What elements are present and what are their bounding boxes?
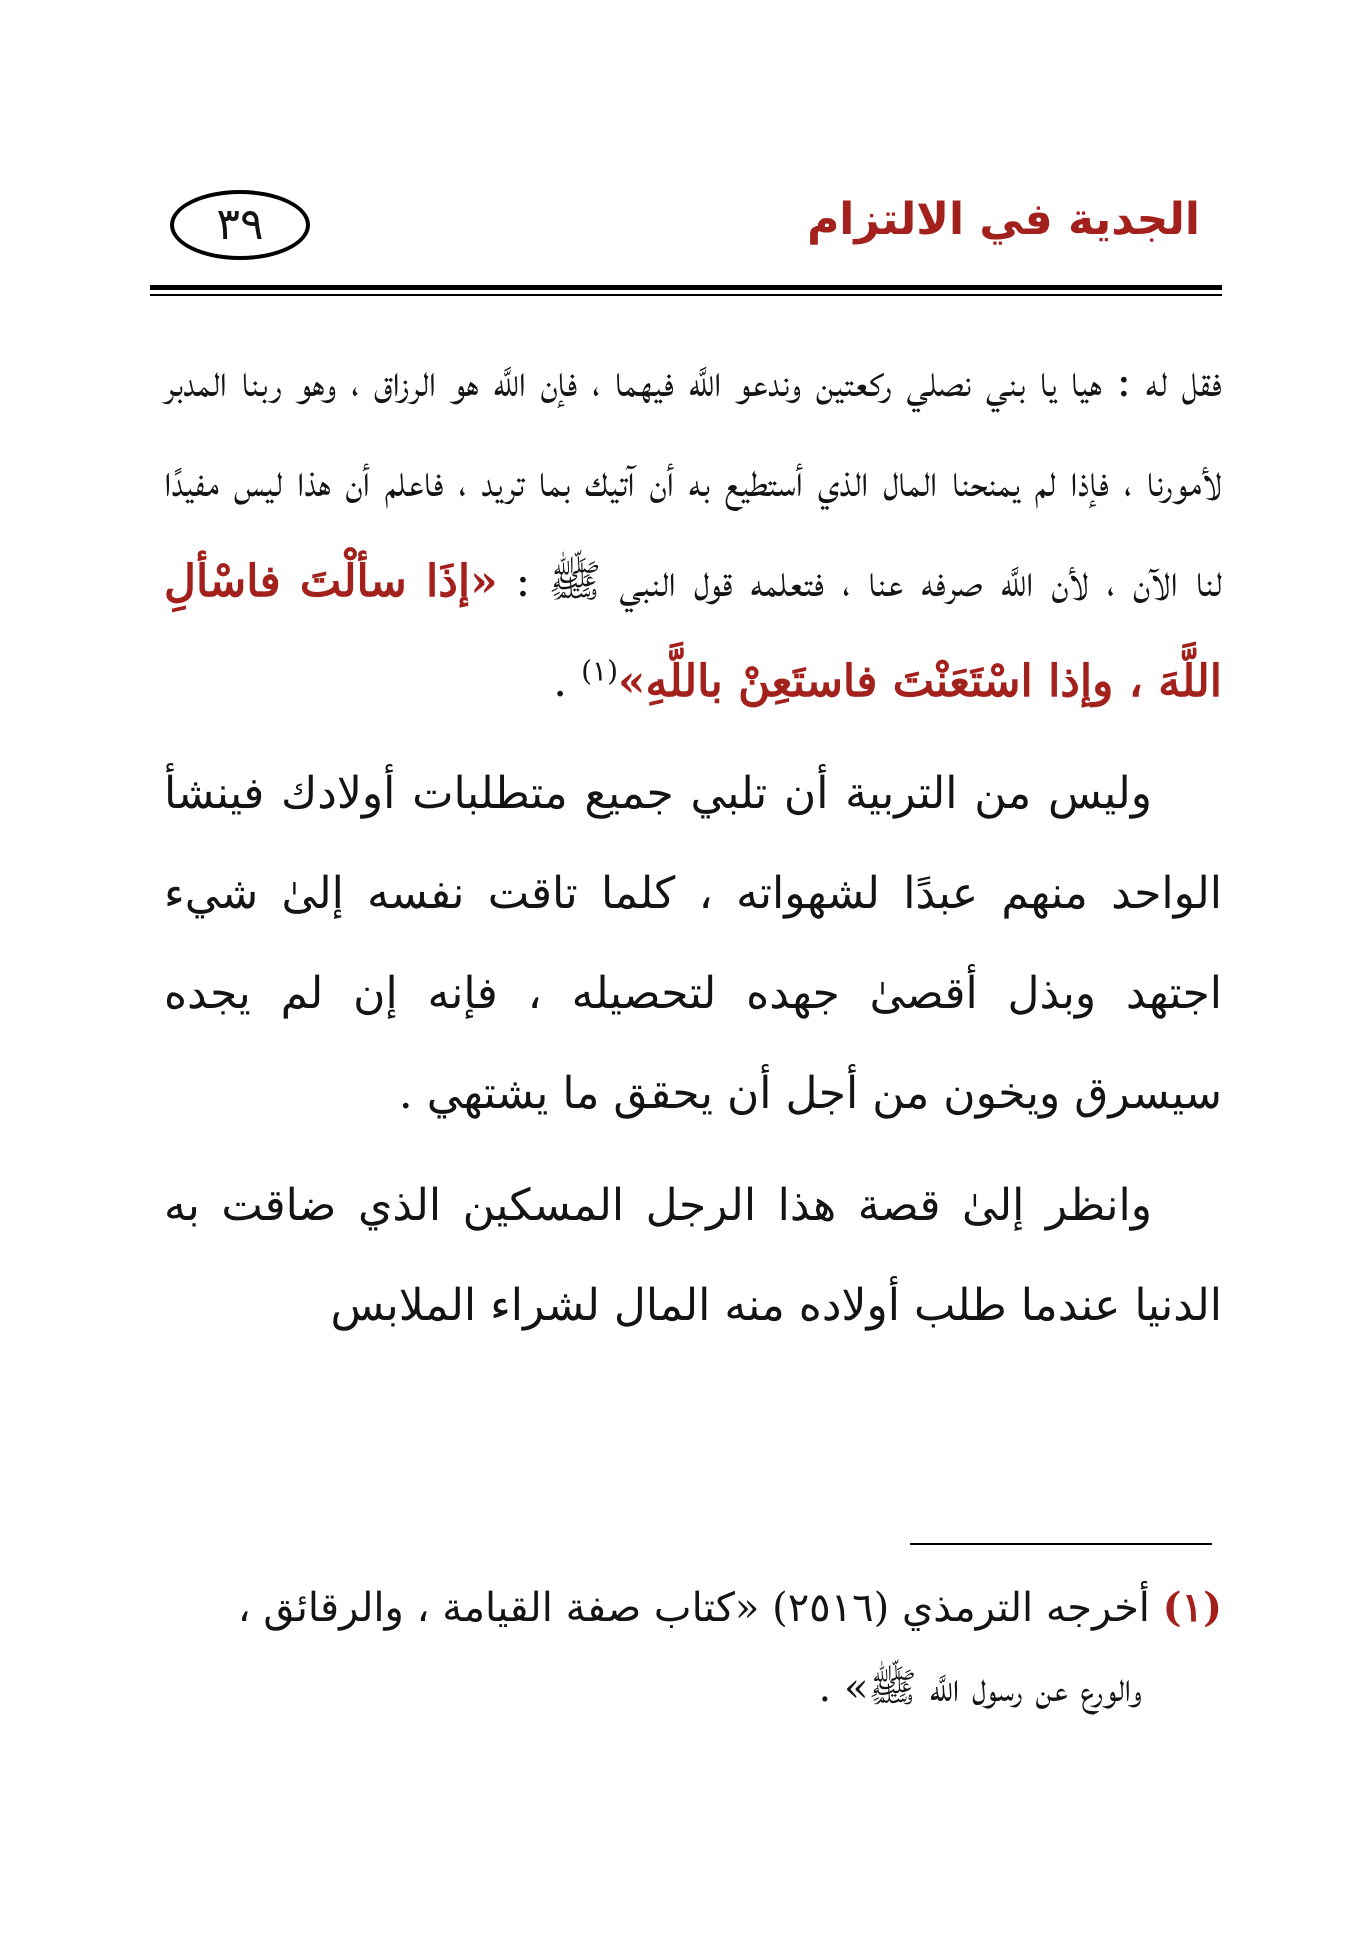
- paragraph-1-text: فقل له : هيا يا بني نصلي ركعتين وندعو اللَّه فيهما ، فإن اللَّه هو الرزاق ، وهو ربنا المدبر لأمورنا ، فإذا لم يمنحنا المال الذي أستطيع به أن آتيك بما تريد ، فاعلم أن هذا ليس مفيدًا لنا الآن ، لأن اللَّه صرفه عنا ، فتعلمه قول النبي ﷺ :: [164, 356, 1222, 607]
- footnote-marker: (١): [1162, 1584, 1222, 1631]
- header-rule-thin: [150, 294, 1222, 296]
- paragraph-1: [164, 332, 1222, 732]
- running-title: الجدية في الالتزام: [807, 194, 1200, 245]
- footnote-reference[interactable]: (١): [581, 654, 619, 688]
- footnote-separator: [910, 1543, 1212, 1545]
- paragraph-3-text: وانظر إلىٰ قصة هذا الرجل المسكين الذي ضاقت به الدنيا عندما طلب أولاده منه المال لشراء الملابس: [164, 1180, 1222, 1331]
- header-rule-thick: [150, 285, 1222, 290]
- page-number-oval: [170, 190, 310, 260]
- paragraph-2-text: وليس من التربية أن تلبي جميع متطلبات أولادك فينشأ الواحد منهم عبدًا لشهواته ، كلما تاقت نفسه إلىٰ شيء اجتهد وبذل أقصىٰ جهده لتحصيله ، فإنه إن لم يجده سيسرق ويخون من أجل أن يحقق ما يشتهي .: [164, 768, 1222, 1119]
- paragraph-1-end: .: [553, 656, 568, 707]
- footnote: [164, 1568, 1222, 1728]
- footnote-line-1: أخرجه الترمذي (٢٥١٦) «كتاب صفة القيامة ، والرقائق ،: [237, 1585, 1150, 1631]
- hadith-quote: «إذَا سألْتَ فاسْألِ اللَّهَ ، وإذا اسْتَعَنْتَ فاستَعِنْ باللَّهِ»: [164, 556, 1222, 707]
- footnote-line-2: والورع عن رسول اللَّه ﷺ» .: [818, 1665, 1142, 1711]
- body-text: [164, 332, 1222, 1356]
- page-number: ٣٩: [216, 199, 264, 250]
- paragraph-3: [164, 1156, 1222, 1356]
- paragraph-2: [164, 744, 1222, 1144]
